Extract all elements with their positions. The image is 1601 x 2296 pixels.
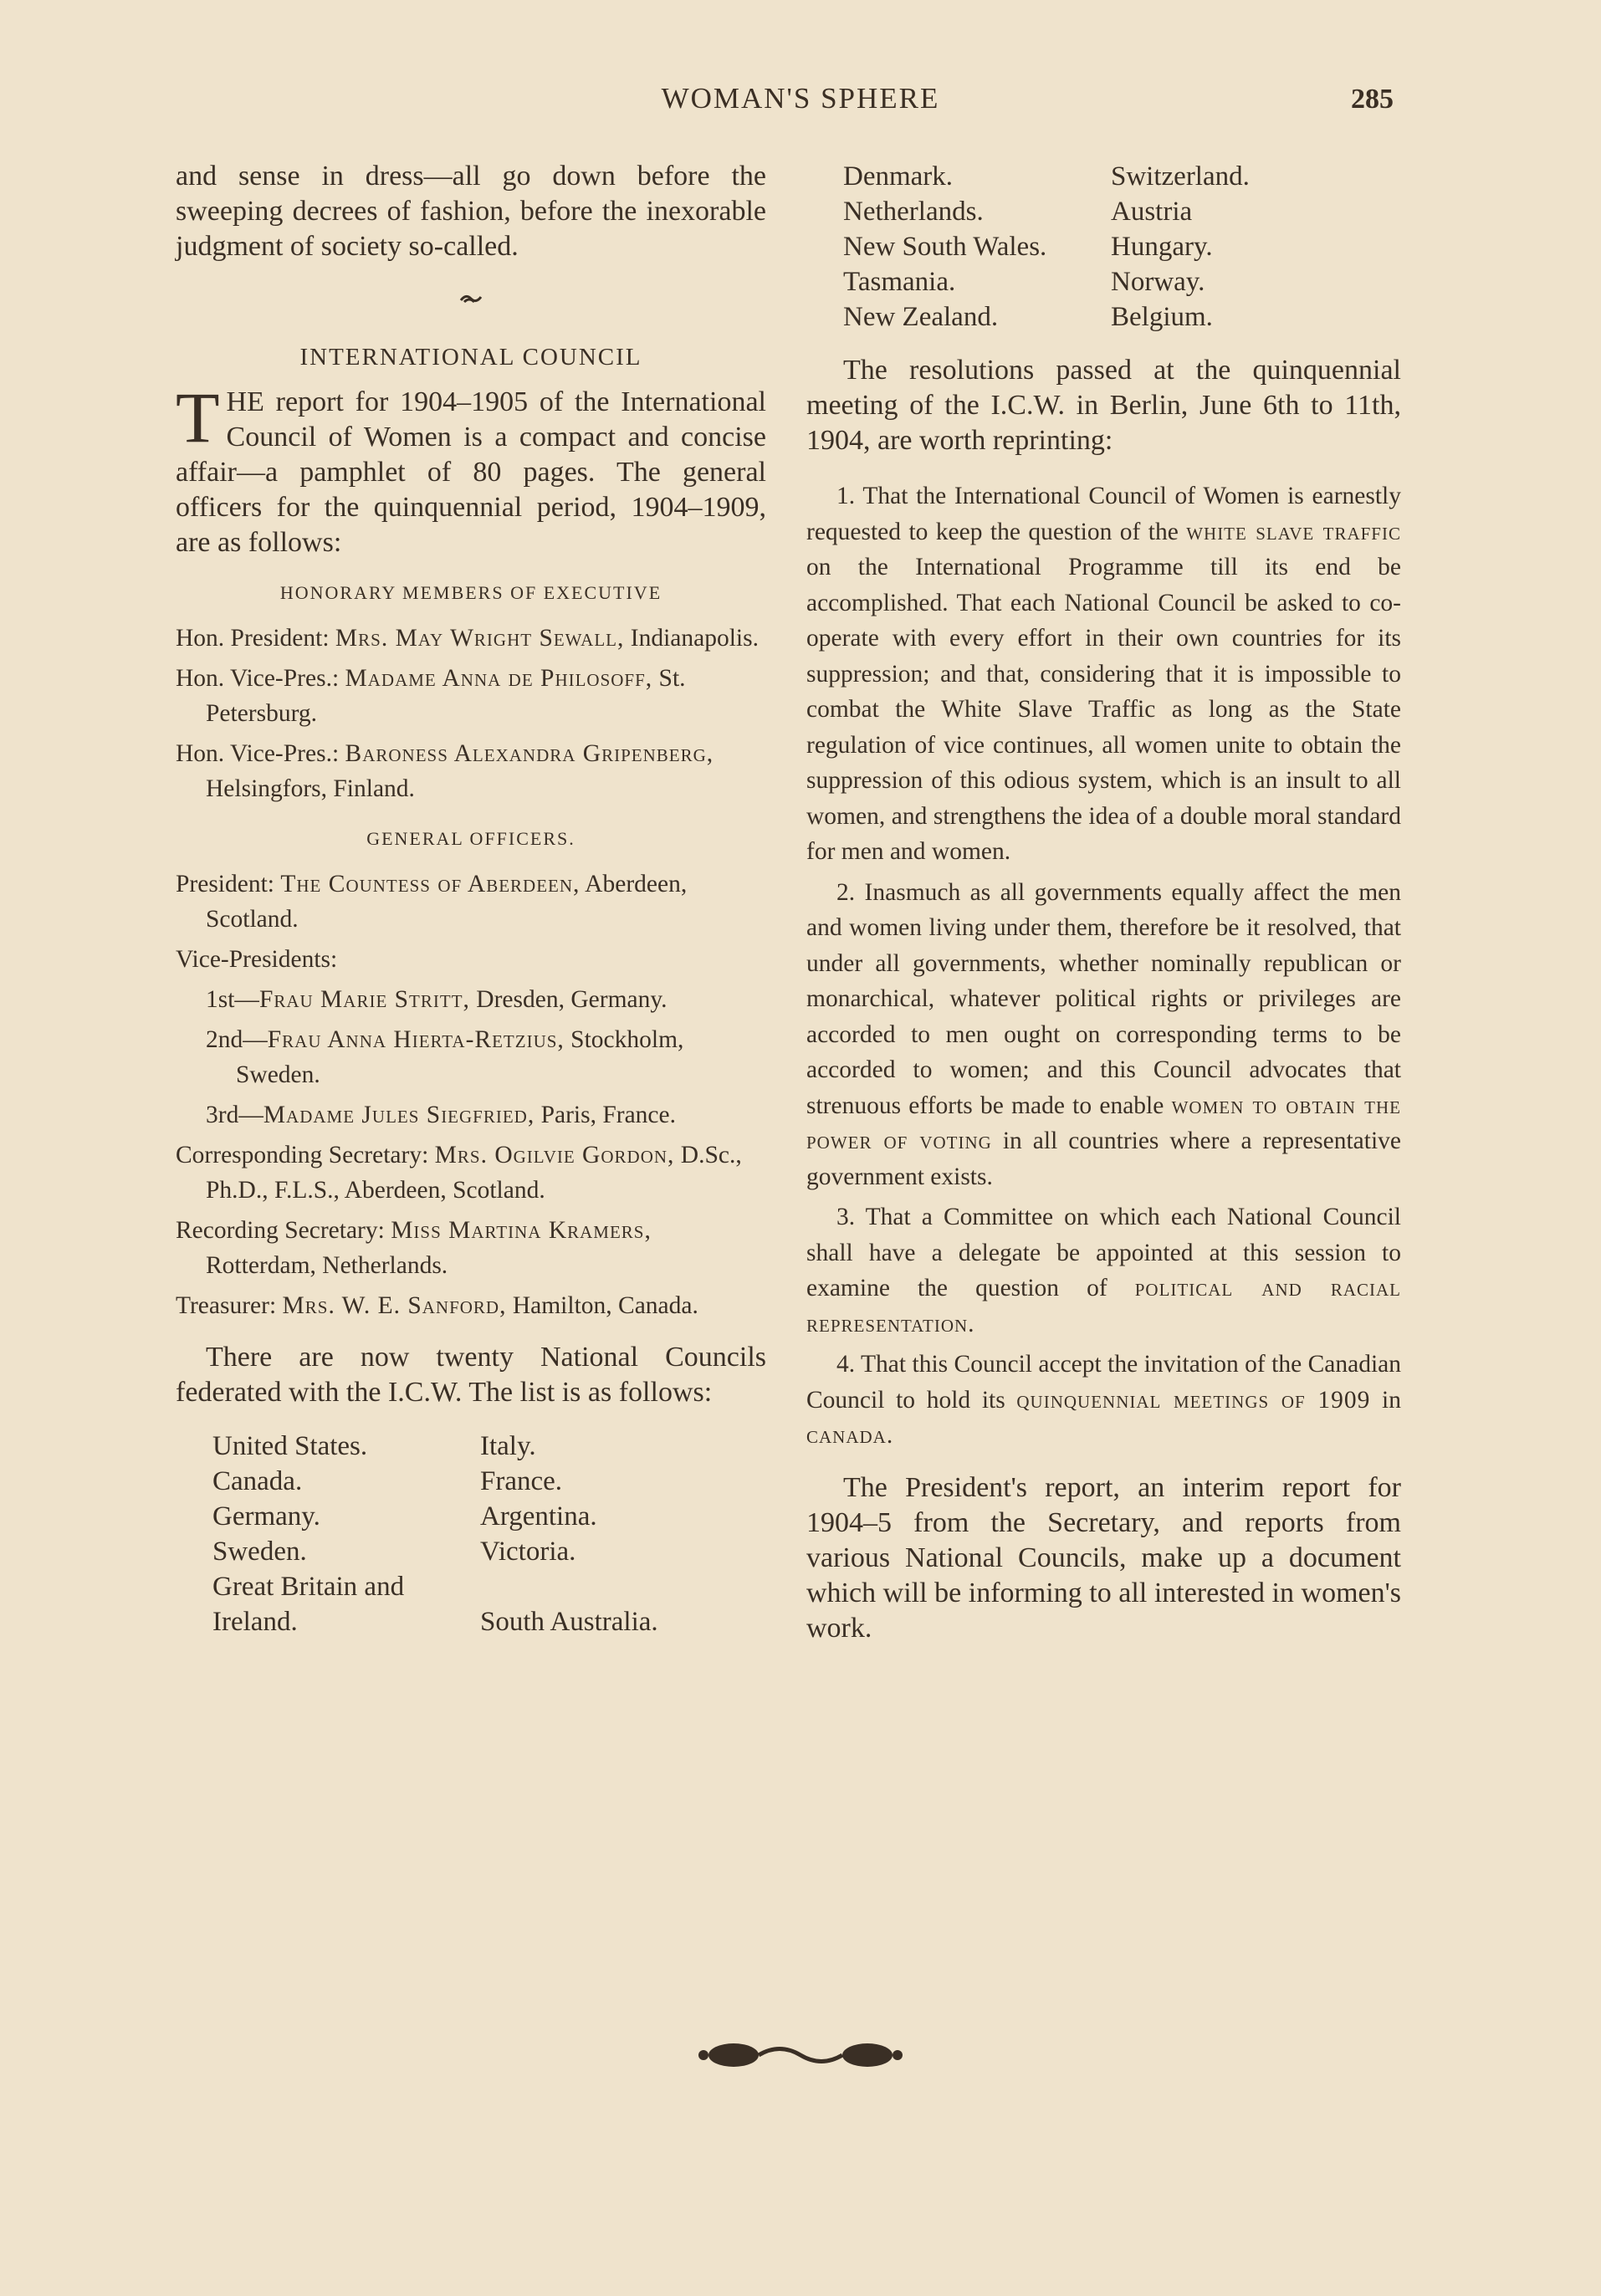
officer-location: Aberdeen, Scotland.: [206, 871, 688, 933]
officer-location: Hamilton, Canada.: [506, 1292, 698, 1319]
resolutions-intro: The resolutions passed at the quinquennial meeting of the I.C.W. in Berlin, June 6th to 11th, 1904, are worth reprinting:: [806, 355, 1401, 456]
resolution-text: 2. Inasmuch as all governments equally affect the men and women living under them, therefore be it resolved, that under all governments, whether nominally republican or monarchical, whatever political rights or privileges are accorded to men ought on corresponding terms to be accorded to women; and this Council advocates that strenuous efforts be made to enable: [806, 878, 1401, 1119]
officer-role: Hon. Vice-Pres.:: [176, 740, 345, 767]
officer-entry: [176, 661, 766, 731]
table-row: [212, 1569, 658, 1604]
resolution-text: in: [1370, 1386, 1401, 1414]
officer-name: Mrs. Ogilvie Gordon,: [434, 1142, 675, 1168]
table-row: [212, 1604, 658, 1639]
officer-location: Indianapolis.: [624, 625, 759, 652]
officer-name: The Countess of Aberdeen,: [280, 871, 581, 897]
officer-name: Mrs. W. E. Sanford,: [282, 1292, 507, 1319]
country-cell: New South Wales.: [843, 232, 1047, 262]
officer-role: 1st—: [206, 986, 259, 1013]
country-cell: Great Britain and: [212, 1572, 405, 1602]
country-cell: Hungary.: [1111, 232, 1213, 262]
countries-table-right: [843, 159, 1250, 335]
officer-name: Frau Anna Hierta-Retzius,: [267, 1026, 565, 1053]
intro-paragraph: and sense in dress—all go down before the sweeping decrees of fashion, before the inexorable judgment of society so-called.: [176, 161, 766, 262]
country-cell: New Zealand.: [843, 302, 999, 332]
officer-entry: [176, 621, 766, 656]
country-cell: Denmark.: [843, 161, 954, 192]
officer-location: St. Petersburg.: [206, 665, 686, 727]
country-cell: Ireland.: [212, 1607, 298, 1637]
officer-role: President:: [176, 871, 281, 897]
councils-paragraph: There are now twenty National Councils federated with the I.C.W. The list is as follows:: [176, 1342, 766, 1408]
resolution-emphasis: political and racial representation.: [806, 1275, 1401, 1337]
resolution-text: on the International Programme till its end be accomplished. That each National Council be asked to co-operate with every effort in their own countries for its suppression; and that, considering that it is impossible to combat the White Slave Traffic as long as the State regulation of vice continues, all women unite to obtain the suppression of this odious system, which is an insult to all women, and strengthens the idea of a double moral standard for men and women.: [806, 554, 1401, 865]
country-cell: Austria: [1111, 197, 1193, 227]
officer-location: Stockholm, Sweden.: [236, 1026, 684, 1088]
officer-entry: [176, 1213, 766, 1283]
report-text: HE report for 1904–1905 of the International Council of Women is a compact and concise affair—a pamphlet of 80 pages. The general officers for the quinquennial period, 1904–1909, are as follows:: [176, 386, 766, 558]
country-cell: Germany.: [212, 1501, 320, 1532]
table-row: [843, 194, 1250, 229]
countries-table-left: [212, 1429, 658, 1639]
table-row: [843, 229, 1250, 264]
country-cell: South Australia.: [480, 1607, 658, 1637]
resolution-3: [806, 1199, 1401, 1342]
resolution-text: 1. That the International Council of Women is earnestly requested to keep the question of the: [806, 483, 1401, 545]
running-title: WOMAN'S SPHERE: [661, 82, 940, 115]
officer-role: Corresponding Secretary:: [176, 1142, 435, 1168]
officer-name: Baroness Alexandra Gripenberg,: [345, 740, 714, 767]
country-cell: Netherlands.: [843, 197, 984, 227]
officer-name: Frau Marie Stritt,: [258, 986, 470, 1013]
resolution-4: [806, 1347, 1401, 1454]
officer-entry: [176, 982, 766, 1017]
country-cell: Sweden.: [212, 1537, 307, 1567]
resolution-emphasis: quinquennial meetings of 1909: [1016, 1386, 1371, 1414]
leaf-ornament-icon: [176, 281, 766, 316]
country-cell: Canada.: [212, 1466, 303, 1496]
left-column: [176, 159, 766, 1639]
table-row: [843, 299, 1250, 335]
country-cell: Norway.: [1111, 267, 1205, 297]
resolution-emphasis: white slave traffic: [1186, 518, 1401, 545]
officer-name: Madame Jules Siegfried,: [263, 1102, 535, 1128]
officer-entry: [176, 1022, 766, 1092]
resolution-text: 3. That a Committee on which each National Council shall have a delegate be appointed at this session to examine the question of: [806, 1204, 1401, 1301]
table-row: [843, 159, 1250, 194]
resolution-emphasis: women to obtain the power of voting: [806, 1092, 1401, 1154]
officer-location: Dresden, Germany.: [469, 986, 668, 1013]
table-row: [212, 1499, 658, 1534]
country-cell: Belgium.: [1111, 302, 1213, 332]
officer-name: Miss Martina Kramers,: [391, 1217, 652, 1244]
country-cell: [480, 1569, 658, 1604]
resolution-text: 4. That this Council accept the invitation of the Canadian Council to hold its: [806, 1351, 1401, 1414]
officer-entry: [176, 1097, 766, 1133]
resolution-2: [806, 875, 1401, 1195]
officer-role: 2nd—: [206, 1026, 268, 1053]
general-officers-heading: GENERAL OFFICERS.: [366, 828, 575, 849]
table-row: [212, 1429, 658, 1464]
country-cell: Victoria.: [480, 1537, 576, 1567]
officer-name: Madame Anna de Philosoff,: [345, 665, 653, 692]
officer-role: Hon. Vice-Pres.:: [176, 665, 345, 692]
country-cell: Italy.: [480, 1431, 536, 1461]
country-cell: United States.: [212, 1431, 368, 1461]
report-paragraph: [176, 377, 766, 560]
officer-location: Rotterdam, Netherlands.: [206, 1252, 448, 1279]
officer-role: Treasurer:: [176, 1292, 283, 1319]
right-column: [806, 159, 1401, 1646]
resolution-text: in all countries where a representative government exists.: [806, 1128, 1402, 1190]
officer-entry: [176, 736, 766, 806]
country-cell: Switzerland.: [1111, 161, 1250, 192]
floral-ornament-icon: [0, 2034, 1601, 2084]
section-title: INTERNATIONAL COUNCIL: [299, 344, 642, 371]
officer-role: 3rd—: [206, 1102, 263, 1128]
officer-role: Hon. President:: [176, 625, 335, 652]
officer-role: Recording Secretary:: [176, 1217, 391, 1244]
officer-location: Helsingfors, Finland.: [206, 775, 415, 802]
honorary-heading: HONORARY MEMBERS OF EXECUTIVE: [279, 582, 662, 603]
officer-location: D.Sc., Ph.D., F.L.S., Aberdeen, Scotland.: [206, 1142, 742, 1204]
closing-paragraph: The President's report, an interim report for 1904–5 from the Secretary, and reports from various National Councils, make up a document which will be informing to all interested in women's work.: [806, 1471, 1401, 1644]
country-cell: France.: [480, 1466, 563, 1496]
country-cell: Argentina.: [480, 1501, 597, 1532]
resolution-emphasis: canada.: [806, 1422, 894, 1449]
resolution-1: [806, 478, 1401, 870]
table-row: [843, 264, 1250, 299]
table-row: [212, 1534, 658, 1569]
country-cell: Tasmania.: [843, 267, 956, 297]
page-number: 285: [1351, 84, 1394, 115]
officer-entry: [176, 1138, 766, 1208]
officer-entry: [176, 867, 766, 937]
officer-location: Paris, France.: [535, 1102, 676, 1128]
officer-entry: [176, 1288, 766, 1323]
drop-cap: T: [176, 377, 220, 458]
vice-presidents-label: Vice-Presidents:: [176, 946, 338, 973]
table-row: [212, 1464, 658, 1499]
officer-name: Mrs. May Wright Sewall,: [335, 625, 625, 652]
